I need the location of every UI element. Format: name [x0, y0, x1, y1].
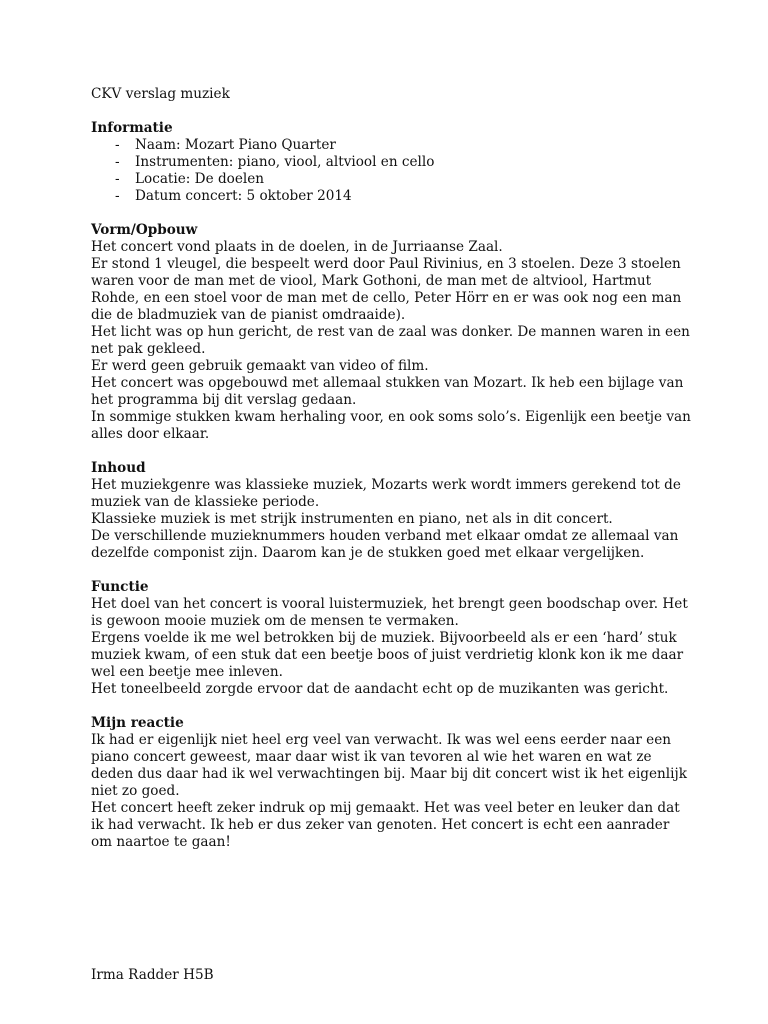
section-heading-reactie: Mijn reactie: [91, 715, 184, 731]
list-item-text: Locatie: De doelen: [135, 171, 265, 187]
section-reactie: [91, 715, 691, 851]
paragraph-line: Het concert heeft zeker indruk op mij gemaakt. Het was veel beter en leuker dan dat ik had verwacht. Ik heb er dus zeker van genoten. Het concert is echt een aanrader om naartoe te gaan!: [91, 800, 680, 850]
list-item: [91, 171, 691, 188]
paragraph-line: De verschillende muzieknummers houden verband met elkaar omdat ze allemaal van dezelfde componist zijn. Daarom kan je de stukken goed met elkaar vergelijken.: [91, 528, 679, 561]
list-item-text: Datum concert: 5 oktober 2014: [135, 188, 352, 204]
list-item: [91, 154, 691, 171]
list-item: [91, 137, 691, 154]
paragraph-line: Het toneelbeeld zorgde ervoor dat de aandacht echt op de muzikanten was gericht.: [91, 681, 669, 697]
paragraph-line: Ergens voelde ik me wel betrokken bij de muziek. Bijvoorbeeld als er een ‘hard’ stuk muziek kwam, of een stuk dat een beetje boos of juist verdrietig klonk kon ik me daar wel een beetje mee inleven.: [91, 630, 684, 680]
section-inhoud: [91, 460, 691, 562]
paragraph-line: Het licht was op hun gericht, de rest van de zaal was donker. De mannen waren in een net pak gekleed.: [91, 324, 690, 357]
paragraph-line: Het concert was opgebouwd met allemaal stukken van Mozart. Ik heb een bijlage van het programma bij dit verslag gedaan.: [91, 375, 684, 408]
bullet-dash: -: [115, 154, 120, 170]
section-functie: [91, 579, 691, 698]
info-list: [91, 137, 691, 205]
paragraph-line: Het concert vond plaats in de doelen, in de Jurriaanse Zaal.: [91, 239, 503, 255]
document-title: CKV verslag muziek: [91, 86, 230, 102]
list-item-text: Instrumenten: piano, viool, altviool en cello: [135, 154, 435, 170]
paragraph-line: Het muziekgenre was klassieke muziek, Mozarts werk wordt immers gerekend tot de muziek van de klassieke periode.: [91, 477, 681, 510]
list-item-text: Naam: Mozart Piano Quarter: [135, 137, 336, 153]
paragraph-line: Er werd geen gebruik gemaakt van video of film.: [91, 358, 429, 374]
paragraph-line: Er stond 1 vleugel, die bespeelt werd door Paul Rivinius, en 3 stoelen. Deze 3 stoelen waren voor de man met de viool, Mark Gothoni, de man met de altviool, Hartmut Rohde, en een stoel voor de man met de cello, Peter Hörr en er was ook nog een man die de bladmuziek van de pianist omdraaide).: [91, 256, 682, 323]
section-vorm: [91, 222, 691, 443]
document-page: [91, 86, 691, 868]
bullet-dash: -: [115, 137, 120, 153]
paragraph-line: Het doel van het concert is vooral luistermuziek, het brengt geen boodschap over. Het is gewoon mooie muziek om de mensen te vermaken.: [91, 596, 688, 629]
section-heading-informatie: Informatie: [91, 120, 173, 136]
section-heading-inhoud: Inhoud: [91, 460, 146, 476]
bullet-dash: -: [115, 171, 120, 187]
document-footer: Irma Radder H5B: [91, 967, 214, 983]
paragraph-line: Ik had er eigenlijk niet heel erg veel van verwacht. Ik was wel eens eerder naar een piano concert geweest, maar daar wist ik van tevoren al wie het waren en wat ze deden dus daar had ik wel verwachtingen bij. Maar bij dit concert wist ik het eigenlijk niet zo goed.: [91, 732, 687, 799]
bullet-dash: -: [115, 188, 120, 204]
paragraph-line: In sommige stukken kwam herhaling voor, en ook soms solo’s. Eigenlijk een beetje van alles door elkaar.: [91, 409, 691, 442]
section-heading-vorm: Vorm/Opbouw: [91, 222, 198, 238]
paragraph-line: Klassieke muziek is met strijk instrumenten en piano, net als in dit concert.: [91, 511, 613, 527]
list-item: [91, 188, 691, 205]
section-heading-functie: Functie: [91, 579, 149, 595]
